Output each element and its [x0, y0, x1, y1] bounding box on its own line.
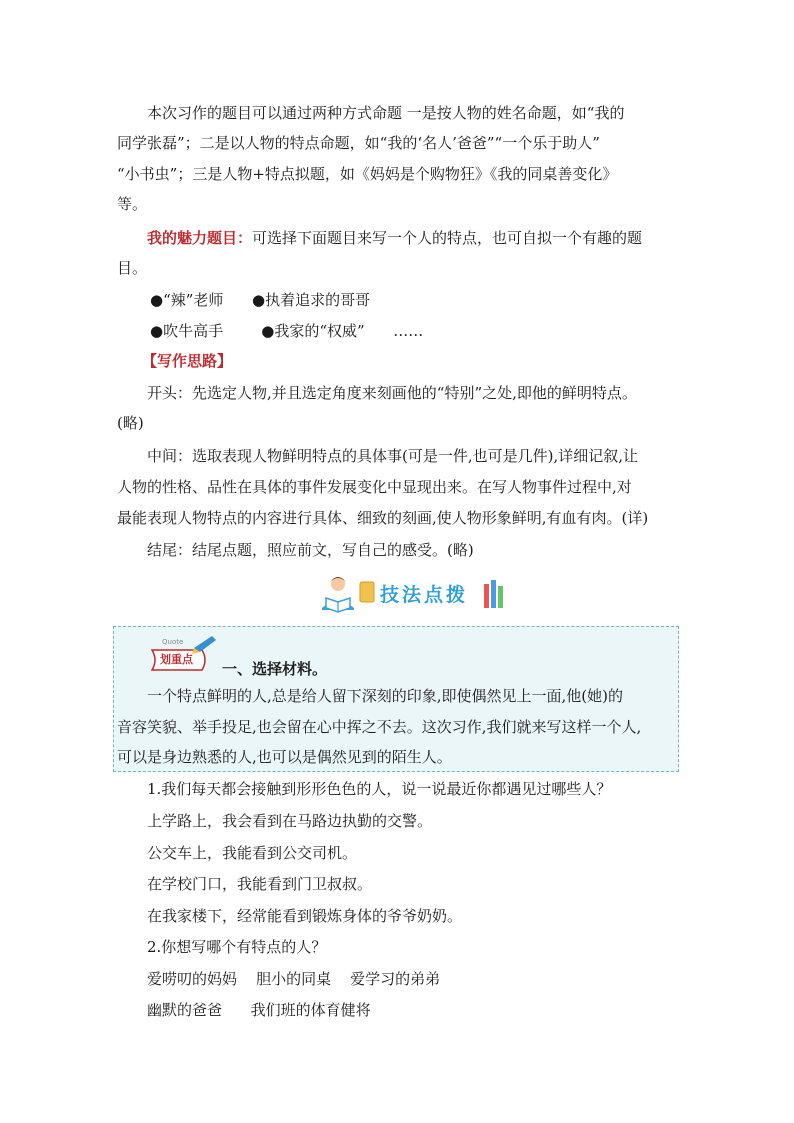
approach-start-1: 开头：先选定人物,并且选定角度来刻画他的“特别”之处,即他的鲜明特点。: [147, 384, 637, 402]
approach-heading: 【写作思路】: [142, 352, 233, 370]
intro-line-3: “小书虫”；三是人物+特点拟题，如《妈妈是个购物狂》《我的同桌善变化》: [117, 165, 618, 183]
key-point-badge: [150, 636, 216, 674]
q2-answer-2: 幽默的爸爸 我们班的体育健将: [147, 1001, 371, 1019]
q1-title: 1.我们每天都会接触到形形色色的人，说一说最近你都遇见过哪些人？: [147, 780, 612, 798]
approach-end: 结尾：结尾点题，照应前文，写自己的感受。(略): [147, 541, 474, 559]
approach-mid-1: 中间：选取表现人物鲜明特点的具体事(可是一件,也可是几件),详细记叙,让: [147, 447, 639, 465]
charm-title-text: 可选择下面题目来写一个人的特点，也可自拟一个有趣的题: [252, 229, 643, 247]
q1-answer-4: 在我家楼下，经常能看到锻炼身体的爷爷奶奶。: [147, 907, 463, 925]
q1-answer-3: 在学校门口，我能看到门卫叔叔。: [147, 875, 373, 893]
banner-title: 技法点拨: [380, 584, 469, 606]
section1-para-2: 音容笑貌、举手投足,也会留在心中挥之不去。这次习作,我们就来写这样一个人,: [117, 718, 642, 736]
badge-text: 划重点: [160, 653, 193, 666]
section1-title: 一、选择材料。: [222, 660, 328, 678]
skill-tips-banner: [314, 572, 514, 614]
q2-title: 2.你想写哪个有特点的人？: [147, 938, 327, 956]
topics-row-1: ●“辣”老师 ●执着追求的哥哥: [150, 291, 371, 309]
approach-start-2: (略): [117, 414, 144, 432]
q2-answer-1: 爱唠叨的妈妈 胆小的同桌 爱学习的弟弟: [147, 970, 441, 988]
topics-row-2: ●吹牛高手 ●我家的“权威” ……: [150, 322, 424, 340]
q1-answer-2: 公交车上，我能看到公交司机。: [147, 844, 358, 862]
intro-line-2: 同学张磊”；二是以人物的特点命题，如“我的‘名人’爸爸”“一个乐于助人”: [117, 134, 600, 152]
intro-line-1: 本次习作的题目可以通过两种方式命题 一是按人物的姓名命题，如“我的: [147, 104, 625, 122]
intro-line-4: 等。: [117, 195, 148, 213]
approach-mid-2: 人物的性格、品性在具体的事件发展变化中显现出来。在写人物事件过程中,对: [117, 478, 632, 496]
charm-title-line: [147, 228, 642, 248]
approach-mid-3: 最能表现人物特点的内容进行具体、细致的刻画,使人物形象鲜明,有血有肉。(详): [117, 509, 649, 527]
section1-para-3: 可以是身边熟悉的人,也可以是偶然见到的陌生人。: [117, 748, 452, 766]
charm-title-line-2: 目。: [117, 259, 148, 277]
section1-para-1: 一个特点鲜明的人,总是给人留下深刻的印象,即使偶然见上一面,他(她)的: [147, 687, 624, 705]
badge-quote: Quote: [162, 638, 184, 646]
charm-title-label: 我的魅力题目：: [147, 229, 253, 247]
q1-answer-1: 上学路上，我会看到在马路边执勤的交警。: [147, 812, 433, 830]
